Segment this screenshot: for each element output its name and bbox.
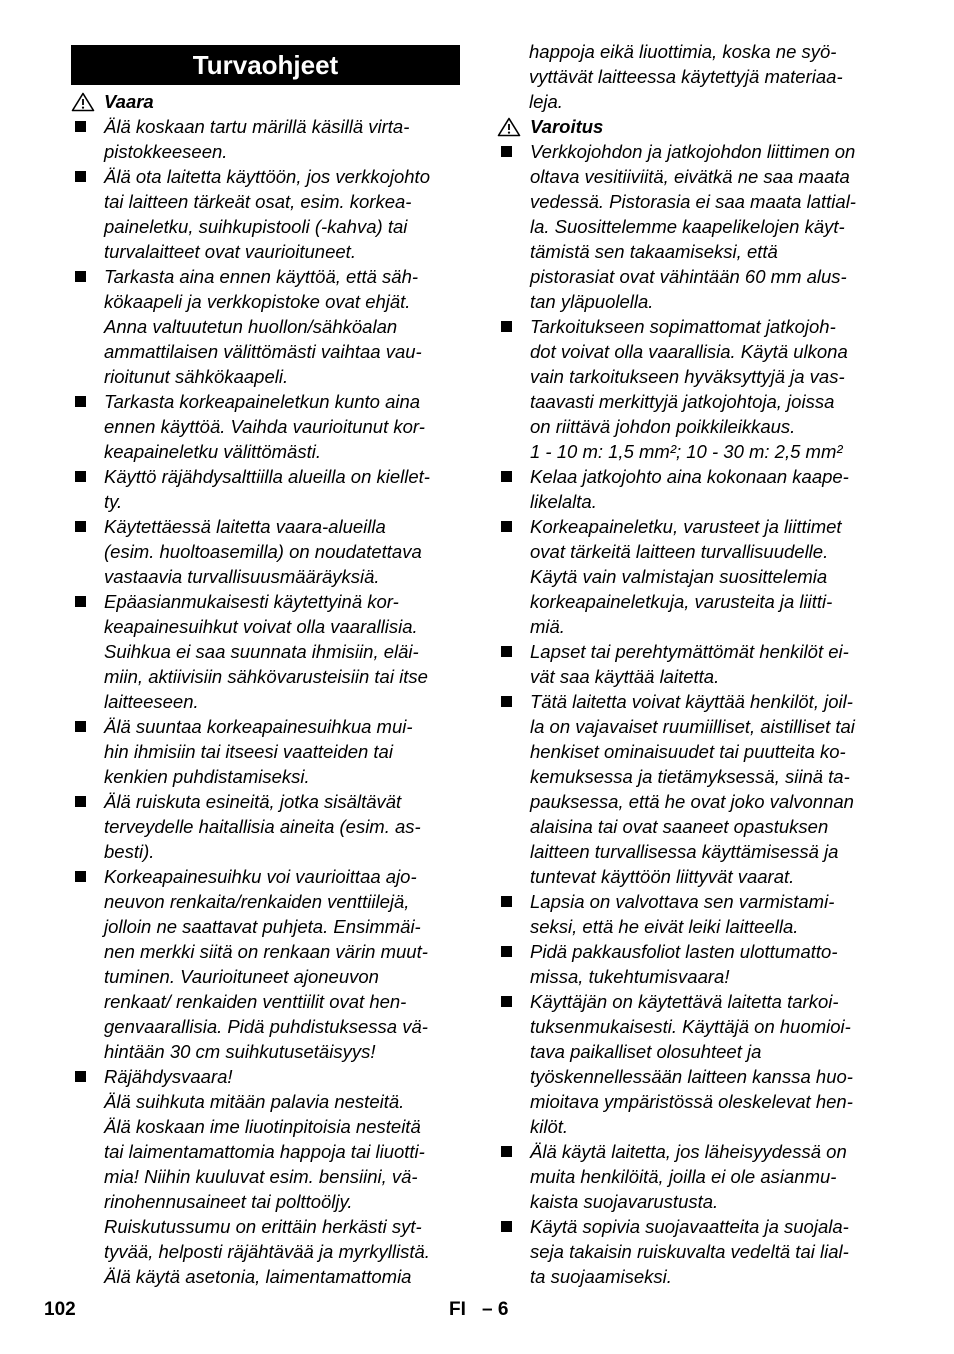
list-item-text: Verkkojohdon ja jatkojohdon liittimen on oltava vesitiiviitä, eivätkä ne saa maata vedessä. Pistorasia ei saa maata lattial- la. Suosittelemme kaapelikelojen käyt- tämistä sen takaamiseksi, että pistorasiat ovat vähintään 60 mm alus- tan yläpuolella.	[530, 141, 856, 312]
list-item-text: Korkeapaineletku, varusteet ja liittimet ovat tärkeitä laitteen turvallisuudelle. Käytä vain valmistajan suosittelemia korkeapaineletkuja, varusteita ja liitti- miä.	[530, 516, 842, 637]
list-item-text: Älä käytä laitetta, jos läheisyydessä on muita henkilöitä, joilla ei ole asianmu- kaista suojavarustusta.	[530, 1141, 847, 1212]
list-item-text: Lapsia on valvottava sen varmistami- seksi, että he eivät leiki laitteella.	[530, 891, 835, 937]
bullet-icon	[75, 171, 86, 182]
page-number: 102	[44, 1299, 76, 1320]
bullet-icon	[501, 996, 512, 1007]
bullet-icon	[75, 521, 86, 532]
list-item-text: Älä ota laitetta käyttöön, jos verkkojohto tai laitteen tärkeät osat, esim. korkea- paineletku, suihkupistooli (-kahva) tai turvalaitteet ovat vaurioituneet.	[104, 166, 430, 262]
danger-heading-label: Vaara	[104, 91, 154, 112]
list-item-text: Käytettäessä laitetta vaara-alueilla (esim. huoltoasemilla) on noudatettava vastaavia turvallisuusmääräyksiä.	[104, 516, 422, 587]
list-item-text: Epäasianmukaisesti käytettyinä kor- keapainesuihkut voivat olla vaarallisia. Suihkua ei saa suunnata ihmisiin, eläi- miin, aktiivisiin sähkövarusteisiin tai itse laitteeseen.	[104, 591, 428, 712]
list-item	[71, 164, 430, 264]
bullet-icon	[75, 721, 86, 732]
list-item	[497, 639, 856, 689]
bullet-icon	[501, 946, 512, 957]
bullet-icon	[75, 596, 86, 607]
bullet-icon	[75, 471, 86, 482]
bullet-icon	[75, 871, 86, 882]
list-item	[497, 1214, 856, 1289]
list-item-text: Tätä laitetta voivat käyttää henkilöt, joil- la on vajavaiset ruumiilliset, aistilliset tai henkiset ominaisuudet tai puutteita ko- kemuksessa ja tietämyksessä, siinä ta- pauksessa, että he ovat joko valvonnan alaisina tai ovat saaneet opastuksen laitteen turvallisessa käyttämisessä ja tuntevat käyttöön liittyvät vaarat.	[530, 691, 855, 887]
list-item-text: Pidä pakkausfoliot lasten ulottumatto- missa, tukehtumisvaara!	[530, 941, 838, 987]
list-item-text: Tarkoitukseen sopimattomat jatkojoh- dot voivat olla vaarallisia. Käytä ulkona vain tarkoitukseen hyväksyttyjä ja vas- taavasti merkittyjä jatkojohtoja, joissa on riittävä johdon poikkileikkaus. 1 - 10 m: 1,5 mm²; 10 - 30 m: 2,5 mm²	[530, 316, 848, 462]
list-item-text: Käytä sopivia suojavaatteita ja suojala- seja takaisin ruiskuvalta vedeltä tai lial- ta suojaamiseksi.	[530, 1216, 849, 1287]
bullet-icon	[501, 321, 512, 332]
list-item	[497, 139, 856, 314]
danger-section	[71, 89, 430, 1289]
bullet-icon	[501, 146, 512, 157]
list-item-text: Tarkasta korkeapaineletkun kunto aina ennen käyttöä. Vaihda vaurioitunut kor- keapaineletku välittömästi.	[104, 391, 425, 462]
page-title: Turvaohjeet	[71, 45, 460, 85]
list-item-text: Tarkasta aina ennen käyttöä, että säh- kökaapeli ja verkkopistoke ovat ehjät. Anna valtuutetun huollon/sähköalan ammattilaisen välittömästi vaihtaa vau- rioitunut sähkökaapeli.	[104, 266, 422, 387]
caution-heading-label: Varoitus	[530, 116, 604, 137]
bullet-icon	[501, 896, 512, 907]
list-item	[71, 464, 430, 514]
list-item	[497, 464, 856, 514]
warning-triangle-icon	[497, 117, 521, 137]
list-item-text: Käyttäjän on käytettävä laitetta tarkoi- tuksenmukaisesti. Käyttäjä on huomioi- tava paikalliset olosuhteet ja työskennellessään laitteen kanssa huo- mioitava ympäristössä oleskelevat hen- kilöt.	[530, 991, 853, 1137]
warning-triangle-icon	[71, 92, 95, 112]
list-item	[71, 514, 430, 589]
continued-paragraph: happoja eikä liuottimia, koska ne syö- vyttävät laitteessa käytettyjä materiaa- leja.	[529, 41, 843, 112]
bullet-icon	[75, 1071, 86, 1082]
danger-heading	[71, 89, 430, 114]
list-item	[71, 114, 430, 164]
bullet-icon	[75, 271, 86, 282]
list-item-text: Älä koskaan tartu märillä käsillä virta- pistokkeeseen.	[104, 116, 410, 162]
bullet-icon	[501, 521, 512, 532]
bullet-icon	[501, 696, 512, 707]
list-item	[71, 1064, 430, 1289]
bullet-icon	[75, 121, 86, 132]
section-page-ref: – 6	[482, 1299, 509, 1320]
list-item-text: Kelaa jatkojohto aina kokonaan kaape- likelalta.	[530, 466, 849, 512]
list-item-text: Räjähdysvaara! Älä suihkuta mitään palavia nesteitä. Älä koskaan ime liuotinpitoisia nesteitä tai laimentamattomia happoja tai liuotti- mia! Niihin kuuluvat esim. bensiini, vä- rinohennusaineet tai polttoöljy. Ruiskutussumu on erittäin herkästi syt- tyvää, helposti räjähtävää ja myrkyllistä. Älä käytä asetonia, laimentamattomia	[104, 1066, 430, 1287]
list-item	[71, 389, 430, 464]
bullet-icon	[501, 646, 512, 657]
caution-heading	[497, 114, 856, 139]
list-item	[497, 314, 856, 464]
bullet-icon	[75, 396, 86, 407]
language-code: FI	[449, 1299, 466, 1320]
list-item	[71, 789, 430, 864]
list-item	[497, 514, 856, 639]
list-item-text: Korkeapainesuihku voi vaurioittaa ajo- neuvon renkaita/renkaiden venttiilejä, jolloin ne saattavat puhjeta. Ensimmäi- nen merkki siitä on renkaan värin muut- tuminen. Vaurioituneet ajoneuvon renkaat/ renkaiden venttiilit ovat hen- genvaarallisia. Pidä puhdistuksessa vä- hintään 30 cm suihkutusetäisyys!	[104, 866, 428, 1062]
list-item	[71, 589, 430, 714]
list-item	[497, 939, 856, 989]
list-item	[71, 264, 430, 389]
list-item	[497, 689, 856, 889]
list-item	[497, 989, 856, 1139]
list-item-text: Lapset tai perehtymättömät henkilöt ei- vät saa käyttää laitetta.	[530, 641, 849, 687]
list-item-text: Käyttö räjähdysalttiilla alueilla on kiellet- ty.	[104, 466, 430, 512]
bullet-icon	[75, 796, 86, 807]
caution-section	[497, 114, 856, 1289]
bullet-icon	[501, 1146, 512, 1157]
list-item-text: Älä suuntaa korkeapainesuihkua mui- hin ihmisiin tai itseesi vaatteiden tai kenkien puhdistamiseksi.	[104, 716, 413, 787]
list-item	[497, 1139, 856, 1214]
bullet-icon	[501, 1221, 512, 1232]
list-item	[497, 889, 856, 939]
list-item-text: Älä ruiskuta esineitä, jotka sisältävät terveydelle haitallisia aineita (esim. as- besti).	[104, 791, 421, 862]
bullet-icon	[501, 471, 512, 482]
list-item	[71, 714, 430, 789]
list-item	[71, 864, 430, 1064]
